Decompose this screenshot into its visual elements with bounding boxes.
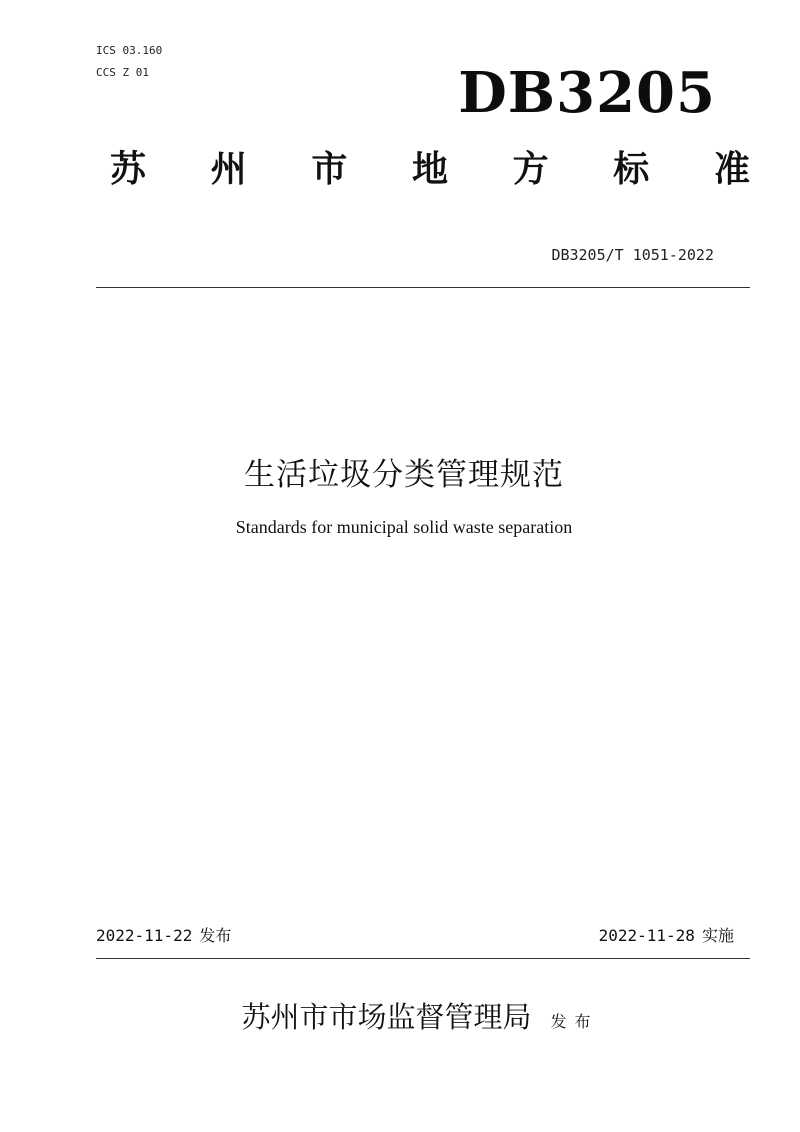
implement-label: 实施 [701, 926, 734, 945]
standard-type-char: 地 [411, 148, 448, 190]
top-divider [96, 287, 750, 288]
standard-type-char: 苏 [110, 148, 147, 190]
standard-type-heading [110, 142, 750, 196]
standard-type-char: 标 [613, 148, 650, 190]
classification-codes [96, 40, 162, 84]
standard-type-char: 方 [512, 148, 549, 190]
standard-logo: DB3205 [458, 60, 716, 126]
bottom-divider [96, 958, 750, 959]
publish-label: 发布 [199, 926, 232, 945]
implement-date-line [599, 924, 734, 948]
ics-code: ICS 03.160 [96, 44, 163, 57]
publisher-name: 苏州市市场监督管理局 [241, 1000, 532, 1034]
publisher-line [0, 994, 800, 1040]
ccs-code: CCS Z 01 [96, 66, 149, 79]
implement-date: 2022-11-28 [598, 926, 695, 945]
publish-date: 2022-11-22 [96, 926, 193, 945]
document-title-english: Standards for municipal solid waste separation [235, 517, 573, 537]
publish-date-line [96, 924, 231, 948]
standard-number: DB3205/T 1051-2022 [551, 246, 714, 264]
publisher-suffix: 发布 [550, 1012, 599, 1031]
standard-type-char: 州 [210, 148, 247, 190]
standard-type-char: 准 [713, 148, 750, 190]
document-title-chinese: 生活垃圾分类管理规范 [244, 457, 564, 493]
standard-type-char: 市 [311, 148, 348, 190]
